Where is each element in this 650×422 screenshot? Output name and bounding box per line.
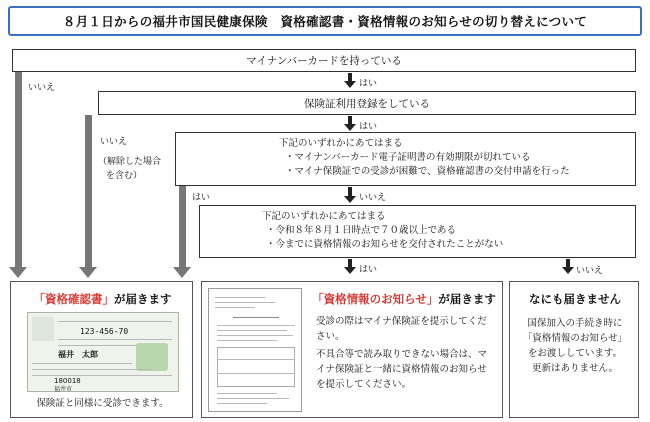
no-arrow-head xyxy=(344,196,356,203)
card-code: 180018 xyxy=(54,377,81,385)
result-body-text: 「資格情報のお知らせ」 xyxy=(522,333,628,344)
yes-arrow-head xyxy=(344,81,356,88)
no-arrow-head xyxy=(9,267,27,278)
yes-arrow-shaft xyxy=(179,186,186,267)
condition-item: ・令和８年８月１日時点で７０歳以上である xyxy=(266,225,457,236)
yes-arrow-head xyxy=(344,267,356,274)
result-caption: 保険証と同様に受診できます。 xyxy=(36,398,169,409)
no-arrow-head xyxy=(562,267,574,274)
page-title: ８月１日からの福井市国民健康保険 資格確認書・資格情報のお知らせの切り替えについて xyxy=(8,6,642,36)
no-label: いいえ xyxy=(100,137,128,147)
card-insurer: 福井市 xyxy=(54,386,73,393)
no-label: いいえ xyxy=(28,83,56,93)
no-label: いいえ xyxy=(359,193,387,203)
question-conditions-1 xyxy=(175,132,636,186)
result-body xyxy=(316,314,496,392)
question-registered-insurance-use xyxy=(98,91,636,115)
yes-arrow-shaft xyxy=(348,259,352,267)
result-title: なにも届きません xyxy=(529,292,621,306)
question-has-mynumber-card xyxy=(12,49,636,72)
result-body-text: 国保加入の手続き時に xyxy=(527,318,623,329)
yes-arrow-head xyxy=(173,267,191,278)
yes-label: はい xyxy=(359,79,378,89)
no-label: いいえ xyxy=(576,266,604,276)
condition-item: ・今までに資格情報のお知らせを交付されたことがない xyxy=(266,239,504,250)
no-arrow-shaft xyxy=(566,259,570,267)
certificate-card-image xyxy=(27,312,179,392)
card-number: 123-456-70 xyxy=(80,327,129,336)
result-name: 「資格情報のお知らせ」 xyxy=(312,292,439,306)
result-body-text: 受診の際はマイナ保険証を提示してください。 xyxy=(316,316,487,342)
result-body-text: 更新はありません。 xyxy=(531,363,619,374)
result-suffix: が届きます xyxy=(114,292,172,306)
no-note: （解除した場合 xyxy=(98,157,162,167)
yes-label: はい xyxy=(359,265,378,275)
result-qualification-certificate xyxy=(10,281,193,418)
no-arrow-shaft xyxy=(15,72,22,267)
yes-arrow-head xyxy=(344,124,356,131)
yes-arrow-shaft xyxy=(348,116,352,124)
yes-label: はい xyxy=(359,122,378,132)
question-text: マイナンバーカードを持っている xyxy=(246,55,402,67)
card-name: 福井 太郎 xyxy=(58,350,98,359)
result-body-text: をお渡ししています。 xyxy=(527,348,623,359)
no-arrow-shaft xyxy=(348,187,352,196)
yes-arrow-shaft xyxy=(348,73,352,81)
result-nothing-delivered xyxy=(509,281,639,418)
conditions-heading: 下記のいずれかにあてはまる xyxy=(262,211,386,222)
conditions-heading: 下記のいずれかにあてはまる xyxy=(279,138,403,149)
no-note: を含む） xyxy=(106,171,143,181)
notice-document-image xyxy=(208,288,302,412)
card-stamp xyxy=(136,343,168,371)
result-body-text: 不具合等で読み取りできない場合は、マイナ保険証と一緒に資格情報のお知らせを提示してください。 xyxy=(316,349,488,390)
yes-label: はい xyxy=(192,193,211,203)
no-arrow-shaft xyxy=(85,115,92,267)
condition-item: ・マイナンバーカード電子証明書の有効期限が切れている xyxy=(285,152,531,163)
question-conditions-2 xyxy=(199,205,636,258)
no-arrow-head xyxy=(79,267,97,278)
result-name: 「資格確認書」 xyxy=(33,292,114,306)
question-text: 保険証利用登録をしている xyxy=(304,97,430,110)
result-qualification-info-notice xyxy=(201,281,503,418)
result-suffix: が届きます xyxy=(438,292,496,306)
condition-item: ・マイナ保険証での受診が困難で、資格確認書の交付申請を行った xyxy=(285,166,570,177)
